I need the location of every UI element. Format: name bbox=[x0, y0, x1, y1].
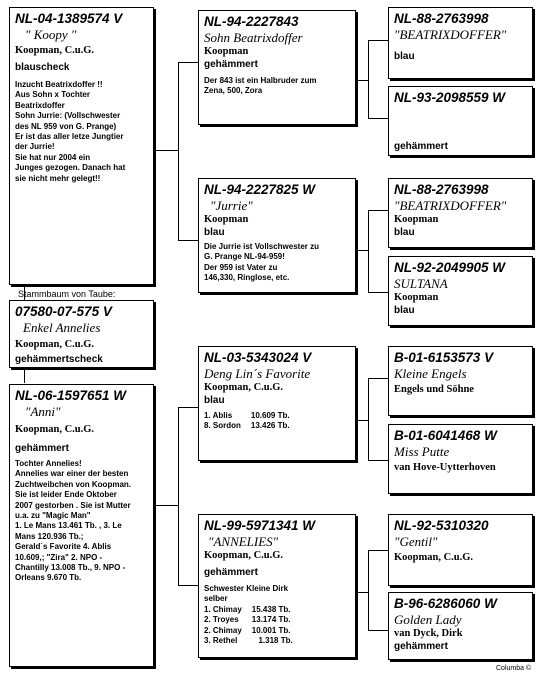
ancestor-8-color: gehämmert bbox=[394, 641, 448, 652]
pigeon-ring: NL-04-1389574 V bbox=[15, 11, 123, 26]
pedigree-caption: Stammbaum von Taube: bbox=[18, 289, 116, 299]
dam-ring: NL-06-1597651 W bbox=[15, 388, 127, 403]
ancestor-5-ring: B-01-6153573 V bbox=[394, 350, 494, 365]
subject-owner: Koopman, C.u.G. bbox=[15, 339, 95, 350]
ancestor-card-8 bbox=[388, 592, 533, 660]
grandparent-3-owner: Koopman, C.u.G. bbox=[204, 382, 284, 393]
ancestor-3-ring: NL-88-2763998 bbox=[394, 182, 489, 197]
grandparent-card-3 bbox=[198, 346, 356, 461]
ancestor-8-ring: B-96-6286060 W bbox=[394, 596, 497, 611]
subject-color: gehämmertscheck bbox=[15, 354, 103, 365]
connector-g1-h bbox=[178, 62, 198, 63]
result-row: 2. Troyes 13.174 Tb. bbox=[204, 615, 291, 625]
connector-r2-h bbox=[368, 118, 388, 119]
grandparent-1-notes: Der 843 ist ein Halbruder zum Zena, 500, Zora bbox=[204, 76, 317, 96]
ancestor-7-ring: NL-92-5310320 bbox=[394, 518, 489, 533]
grandparent-1-owner: Koopman bbox=[204, 46, 249, 57]
ancestor-card-1 bbox=[388, 7, 533, 79]
ancestor-card-6 bbox=[388, 424, 533, 494]
pigeon-card bbox=[9, 7, 154, 285]
connector-r4-h bbox=[368, 292, 388, 293]
connector-r3-h bbox=[368, 210, 388, 211]
grandparent-card-1 bbox=[198, 10, 356, 125]
result-row: 1. Ablis 10.609 Tb. bbox=[204, 411, 290, 420]
grandparent-card-2 bbox=[198, 178, 356, 293]
ancestor-4-owner: Koopman bbox=[394, 292, 439, 303]
grandparent-2-notes: Die Jurrie ist Vollschwester zu G. Prange NL-94-959! Der 959 ist Vater zu 146,330, Ringlose, etc. bbox=[204, 242, 320, 283]
connector-col3-a-h bbox=[356, 80, 368, 81]
connector-col3-a-v bbox=[368, 40, 369, 118]
ancestor-6-owner: van Hove-Uytterhoven bbox=[394, 462, 496, 473]
grandparent-4-notes: Schwester Kleine Dirk selber bbox=[204, 584, 289, 604]
connector-col3-b-h bbox=[356, 250, 368, 251]
ancestor-4-color: blau bbox=[394, 305, 415, 316]
ancestor-7-owner: Koopman, C.u.G. bbox=[394, 552, 474, 563]
grandparent-3-ring: NL-03-5343024 V bbox=[204, 350, 312, 365]
ancestor-6-ring: B-01-6041468 W bbox=[394, 428, 497, 443]
grandparent-3-color: blau bbox=[204, 395, 225, 406]
connector-g4-h bbox=[178, 585, 198, 586]
ancestor-card-7 bbox=[388, 514, 533, 586]
dam-name: "Anni" bbox=[25, 404, 61, 419]
connector-r7-h bbox=[368, 550, 388, 551]
grandparent-2-name: "Jurrie" bbox=[210, 198, 253, 213]
pigeon-notes: Inzucht Beatrixdoffer !! Aus Sohn x Tochter Beatrixdoffer Sohn Jurrie: (Vollschwester des NL 959 von G. Prange) Er ist das aller letze Jungtier der Jurrie! Sie hat nur 2004 ein Junges gezogen. Danach hat sie nicht mehr gelegt!! bbox=[15, 80, 126, 183]
connector-g3-h bbox=[178, 407, 198, 408]
grandparent-2-color: blau bbox=[204, 227, 225, 238]
dam-color: gehämmert bbox=[15, 443, 69, 454]
subject-name: Enkel Annelies bbox=[23, 320, 101, 335]
ancestor-card-3 bbox=[388, 178, 533, 248]
ancestor-6-name: Miss Putte bbox=[394, 444, 450, 459]
ancestor-card-4 bbox=[388, 256, 533, 326]
subject-ring: 07580-07-575 V bbox=[15, 304, 112, 319]
connector-col3-d-h bbox=[356, 592, 368, 593]
ancestor-1-name: "BEATRIXDOFFER" bbox=[394, 27, 507, 42]
grandparent-4-owner: Koopman, C.u.G. bbox=[204, 550, 284, 561]
pigeon-color: blauscheck bbox=[15, 62, 70, 73]
grandparent-3-name: Deng Lin´s Favorite bbox=[204, 366, 311, 381]
ancestor-5-owner: Engels und Söhne bbox=[394, 384, 474, 395]
ancestor-8-owner: van Dyck, Dirk bbox=[394, 628, 463, 639]
ancestor-3-owner: Koopman bbox=[394, 214, 439, 225]
connector-col3-b-v bbox=[368, 210, 369, 292]
pigeon-name: " Koopy " bbox=[25, 27, 77, 42]
connector-col2-bottom-h bbox=[155, 505, 178, 506]
subject-card bbox=[9, 300, 154, 368]
connector-r8-h bbox=[368, 630, 388, 631]
grandparent-4-results bbox=[204, 605, 293, 647]
ancestor-2-ring: NL-93-2098559 W bbox=[394, 90, 506, 105]
ancestor-1-ring: NL-88-2763998 bbox=[394, 11, 489, 26]
ancestor-card-5 bbox=[388, 346, 533, 416]
ancestor-4-name: SULTANA bbox=[394, 276, 448, 291]
ancestor-4-ring: NL-92-2049905 W bbox=[394, 260, 506, 275]
ancestor-7-name: "Gentil" bbox=[394, 534, 438, 549]
grandparent-1-color: gehämmert bbox=[204, 59, 258, 70]
dam-owner: Koopman, C.u.G. bbox=[15, 424, 95, 435]
connector-col3-c-h bbox=[356, 420, 368, 421]
ancestor-1-color: blau bbox=[394, 51, 415, 62]
footer-credit: Columba © bbox=[496, 665, 532, 672]
connector-col2-top-h bbox=[155, 150, 178, 151]
grandparent-1-name: Sohn Beatrixdoffer bbox=[204, 30, 303, 45]
connector-g2-h bbox=[178, 240, 198, 241]
pigeon-owner: Koopman, C.u.G. bbox=[15, 45, 95, 56]
connector-col3-d-v bbox=[368, 550, 369, 630]
dam-notes: Tochter Annelies! Annelies war einer der besten Zuchtweibchen von Koopman. Sie ist leider Ende Oktober 2007 gestorben . Sie ist Mutter u.a. zu "Magic Man" 1. Le Mans 13.461 Tb. , 3. Le Mans 120.936 Tb.; Gerald´s Favorite 4. Ablis 10.609,; "Zira" 2. NPO - Chantilly 13.008 Tb., 9. NPO - Orleans 9.670 Tb. bbox=[15, 459, 132, 583]
connector-r1-h bbox=[368, 40, 388, 41]
ancestor-3-name: "BEATRIXDOFFER" bbox=[394, 198, 507, 213]
connector-r6-h bbox=[368, 460, 388, 461]
connector-col3-c-v bbox=[368, 378, 369, 460]
result-row: 2. Chimay 10.001 Tb. bbox=[204, 625, 291, 635]
ancestor-3-color: blau bbox=[394, 227, 415, 238]
result-row: 3. Rethel 1.318 Tb. bbox=[204, 636, 293, 646]
grandparent-3-results bbox=[204, 411, 290, 432]
grandparent-4-name: "ANNELIES" bbox=[208, 534, 279, 549]
grandparent-2-ring: NL-94-2227825 W bbox=[204, 182, 316, 197]
ancestor-5-name: Kleine Engels bbox=[394, 366, 467, 381]
dam-card bbox=[9, 384, 154, 667]
ancestor-2-color: gehämmert bbox=[394, 141, 448, 152]
connector-col2-top-v bbox=[178, 62, 179, 240]
connector-col2-bottom-v bbox=[178, 407, 179, 585]
result-row: 8. Sordon 13.426 Tb. bbox=[204, 421, 290, 431]
connector-r5-h bbox=[368, 378, 388, 379]
grandparent-4-color: gehämmert bbox=[204, 567, 258, 578]
result-row: 1. Chimay 15.438 Tb. bbox=[204, 604, 291, 614]
grandparent-1-ring: NL-94-2227843 bbox=[204, 14, 299, 29]
ancestor-card-2 bbox=[388, 86, 533, 156]
grandparent-2-owner: Koopman bbox=[204, 214, 249, 225]
grandparent-card-4 bbox=[198, 514, 356, 658]
ancestor-8-name: Golden Lady bbox=[394, 612, 462, 627]
grandparent-4-ring: NL-99-5971341 W bbox=[204, 518, 316, 533]
